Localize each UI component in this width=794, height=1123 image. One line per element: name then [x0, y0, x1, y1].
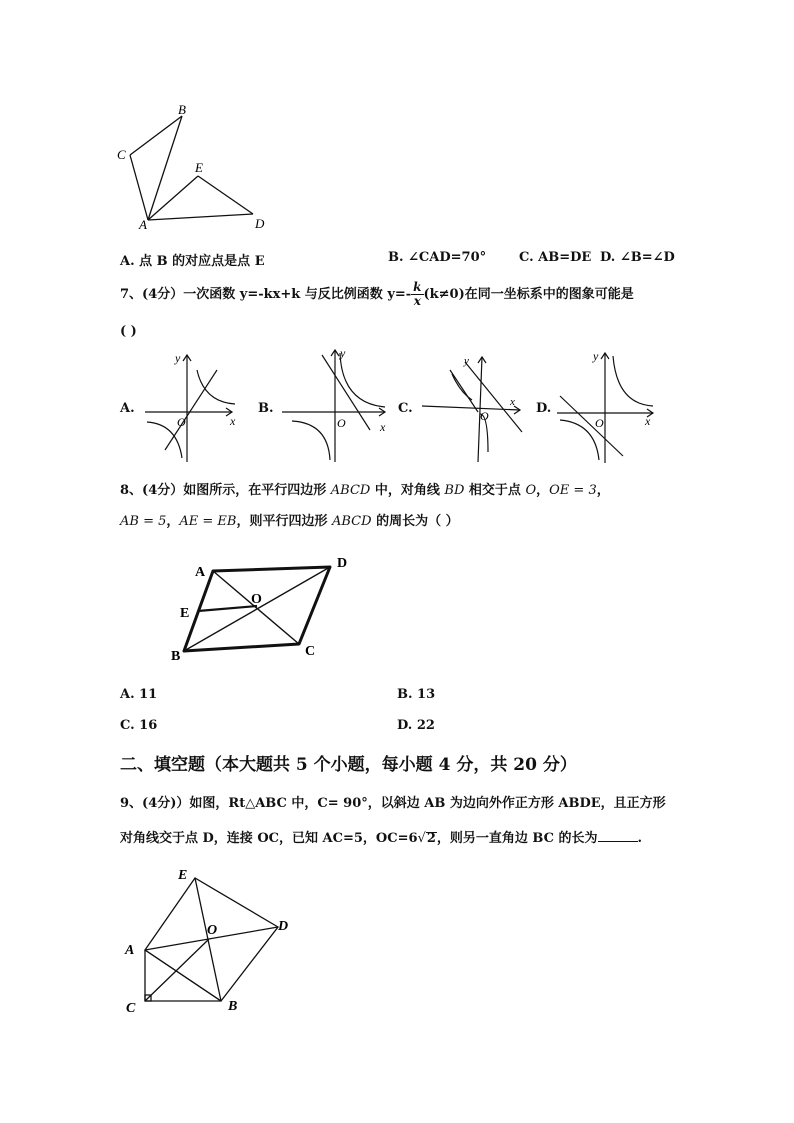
- q7-graph-b: [280, 345, 390, 465]
- q8-text-2b: ，则平行四边形: [236, 514, 332, 529]
- q7-d-y-label: y: [593, 349, 599, 363]
- section-heading: 二、填空题（本大题共 5 个小题，每小题 4 分，共 20 分）: [120, 755, 577, 775]
- q7-a-y-label: y: [175, 351, 181, 365]
- q8-oe: OE = 3: [549, 483, 597, 498]
- q6-figure: [110, 100, 280, 235]
- q7-frac-num: k: [413, 280, 422, 294]
- q6-label-e: E: [195, 160, 203, 175]
- q9-stem-line2: 对角线交于点 D，连接 OC，已知 AC=5，OC=6√2，则另一直角边 BC 的长为 .: [120, 831, 643, 846]
- q8-ab: AB = 5: [120, 514, 167, 529]
- q7-stem-text-2: (k≠0)在同一坐标系中的图象可能是: [423, 287, 634, 302]
- q8-text-2c: 的周长为（ ）: [371, 514, 459, 529]
- q8-ae: AE = EB: [179, 514, 237, 529]
- q8-stem-line1: [120, 479, 610, 498]
- q9-figure: [120, 860, 295, 1020]
- q6-option-c: C. AB=DE: [519, 250, 592, 265]
- q9-sqrt-value: 2: [426, 831, 436, 846]
- q8-stem-line2: [120, 510, 459, 529]
- q9-label-c: C: [126, 1001, 136, 1016]
- q9-label-d: D: [278, 919, 289, 934]
- q7-c-origin: O: [480, 409, 489, 423]
- q8-option-d: D. 22: [397, 718, 435, 733]
- q8-label-o: O: [251, 592, 262, 607]
- q7-fraction: [411, 281, 423, 308]
- q8-figure: [165, 548, 365, 666]
- q7-d-origin: O: [595, 416, 604, 430]
- q6-label-d: D: [255, 216, 265, 231]
- q8-bd: BD: [444, 483, 465, 498]
- q7-d-x-label: x: [645, 414, 651, 428]
- q9-label-o: O: [207, 923, 218, 938]
- q7-b-origin: O: [337, 416, 346, 430]
- q7-graph-label-d: D.: [536, 401, 552, 416]
- q8-text-1d: ，: [536, 483, 550, 498]
- q7-a-x-label: x: [230, 414, 236, 428]
- q9-text-2b: ，则另一直角边 BC 的长为: [436, 831, 598, 846]
- q8-label-b: B: [171, 649, 181, 664]
- q9-label-e: E: [178, 868, 188, 883]
- q7-graph-label-b: B.: [258, 401, 274, 416]
- q8-text-1a: 8、(4分）如图所示，在平行四边形: [120, 483, 331, 498]
- q7-frac-den: x: [413, 294, 421, 308]
- q7-graph-label-c: C.: [398, 401, 413, 416]
- q6-label-c: C: [117, 147, 126, 162]
- q7-stem: [120, 281, 634, 308]
- q8-text-1c: 相交于点: [464, 483, 526, 498]
- q8-label-c: C: [305, 644, 316, 659]
- q6-label-a: A: [139, 217, 147, 232]
- q9-text-2a: 对角线交于点 D，连接 OC，已知 AC=5，OC=6: [120, 831, 418, 846]
- q7-c-y-label: y: [464, 355, 469, 367]
- q8-abcd-2: ABCD: [332, 514, 372, 529]
- q7-stem-text-1: 7、(4分）一次函数 y=-kx+k 与反比例函数 y=-: [120, 287, 412, 302]
- q8-label-e: E: [180, 606, 190, 621]
- q8-text-1b: 中，对角线: [370, 483, 445, 498]
- q7-graph-a: [140, 350, 245, 465]
- q9-answer-blank[interactable]: [598, 829, 638, 842]
- q9-label-a: A: [125, 943, 135, 958]
- q7-graph-c: [420, 352, 530, 465]
- q8-text-1e: ，: [596, 483, 610, 498]
- q8-o: O: [525, 483, 537, 498]
- q8-text-2a: ，: [166, 514, 180, 529]
- q9-text-end: .: [637, 831, 643, 846]
- q9-stem-line1: 9、(4分)）如图，Rt△ABC 中，C= 90°，以斜边 AB 为边向外作正方形 ABDE，且正方形: [120, 796, 666, 811]
- q7-b-x-label: x: [380, 420, 386, 434]
- q7-b-y-label: y: [340, 346, 346, 360]
- q8-option-b: B. 13: [397, 687, 436, 702]
- q7-c-x-label: x: [510, 396, 515, 408]
- q8-option-a: A. 11: [120, 687, 158, 702]
- q9-label-b: B: [228, 999, 238, 1014]
- q8-label-a: A: [195, 565, 206, 580]
- q7-graph-label-a: A.: [120, 401, 135, 416]
- q6-label-b: B: [178, 102, 186, 117]
- q6-option-b: B. ∠CAD=70°: [388, 250, 487, 265]
- q6-option-d: D. ∠B=∠D: [600, 250, 675, 265]
- q8-option-c: C. 16: [120, 718, 158, 733]
- q8-abcd: ABCD: [330, 483, 371, 498]
- q7-graph-d: [555, 348, 660, 465]
- q7-a-origin: O: [177, 415, 186, 429]
- q8-label-d: D: [337, 556, 348, 571]
- q7-answer-paren: ( ): [120, 324, 137, 339]
- q6-option-a: A. 点 B 的对应点是点 E: [120, 254, 265, 269]
